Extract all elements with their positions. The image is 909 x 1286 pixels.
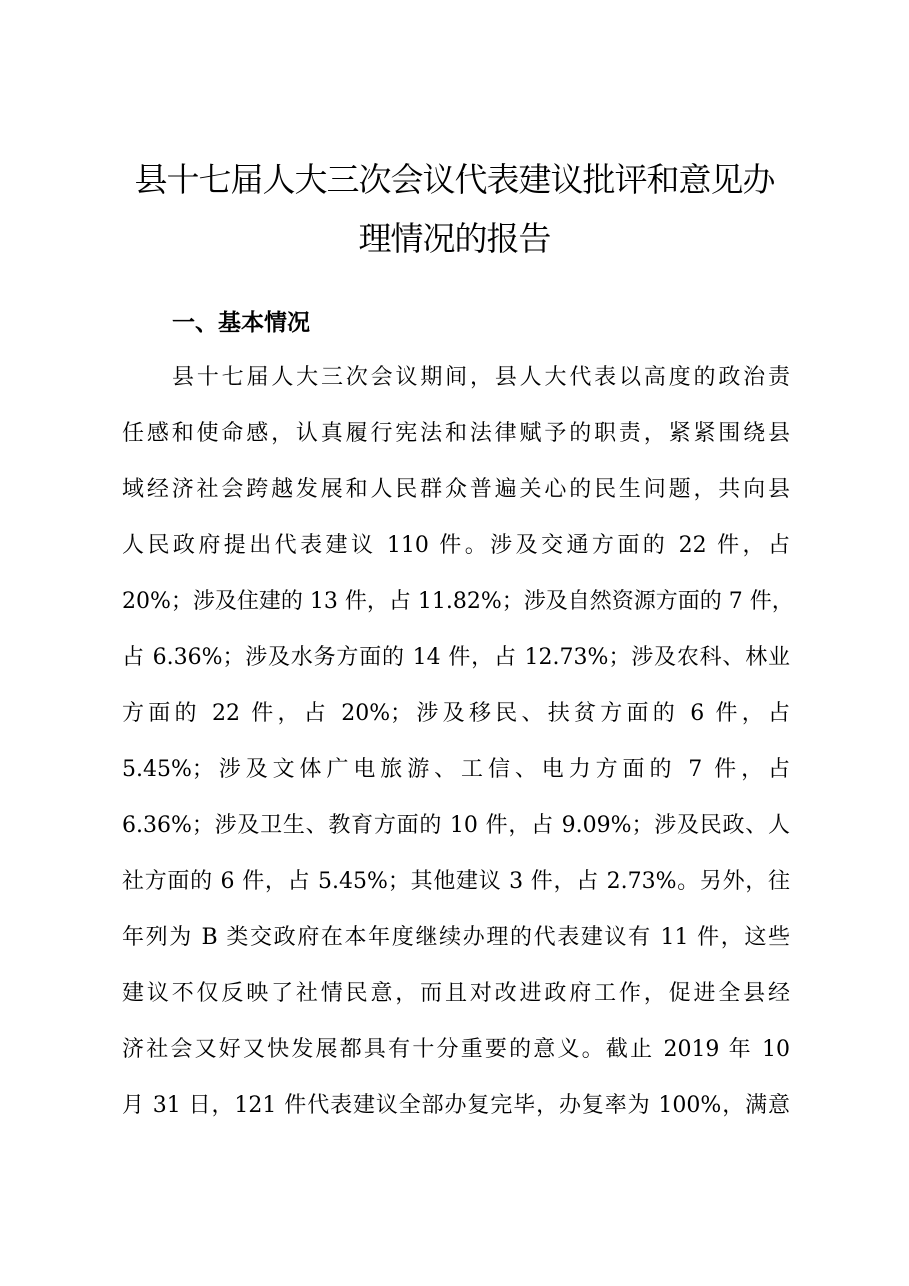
paragraph-line: 月 31 日，121 件代表建议全部办复完毕，办复率为 100%，满意 — [122, 1093, 790, 1118]
paragraph-line: 5.45%；涉及文体广电旅游、工信、电力方面的 7 件，占 — [122, 757, 790, 782]
document-title-line-1: 县十七届人大三次会议代表建议批评和意见办 — [134, 160, 775, 199]
paragraph-line: 县十七届人大三次会议期间，县人大代表以高度的政治责 — [172, 365, 790, 390]
paragraph-line: 年列为 B 类交政府在本年度继续办理的代表建议有 11 件，这些 — [122, 925, 790, 950]
paragraph-line: 域经济社会跨越发展和人民群众普遍关心的民生问题，共向县 — [122, 477, 790, 502]
paragraph-line: 6.36%；涉及卫生、教育方面的 10 件，占 9.09%；涉及民政、人 — [122, 813, 790, 838]
paragraph-line: 济社会又好又快发展都具有十分重要的意义。截止 2019 年 10 — [122, 1037, 790, 1062]
section-heading: 一、基本情况 — [172, 310, 310, 336]
paragraph-line: 建议不仅反映了社情民意，而且对改进政府工作，促进全县经 — [122, 981, 790, 1006]
paragraph-line: 20%；涉及住建的 13 件，占 11.82%；涉及自然资源方面的 7 件， — [122, 589, 794, 614]
paragraph-line: 人民政府提出代表建议 110 件。涉及交通方面的 22 件，占 — [122, 533, 790, 558]
document-title-line-2: 理情况的报告 — [358, 219, 551, 258]
paragraph-line: 社方面的 6 件，占 5.45%；其他建议 3 件，占 2.73%。另外，往 — [122, 869, 790, 894]
paragraph-line: 占 6.36%；涉及水务方面的 14 件，占 12.73%；涉及农科、林业 — [122, 645, 790, 670]
paragraph-line: 方面的 22 件，占 20%；涉及移民、扶贫方面的 6 件，占 — [122, 701, 790, 726]
paragraph-line: 任感和使命感，认真履行宪法和法律赋予的职责，紧紧围绕县 — [122, 421, 790, 446]
